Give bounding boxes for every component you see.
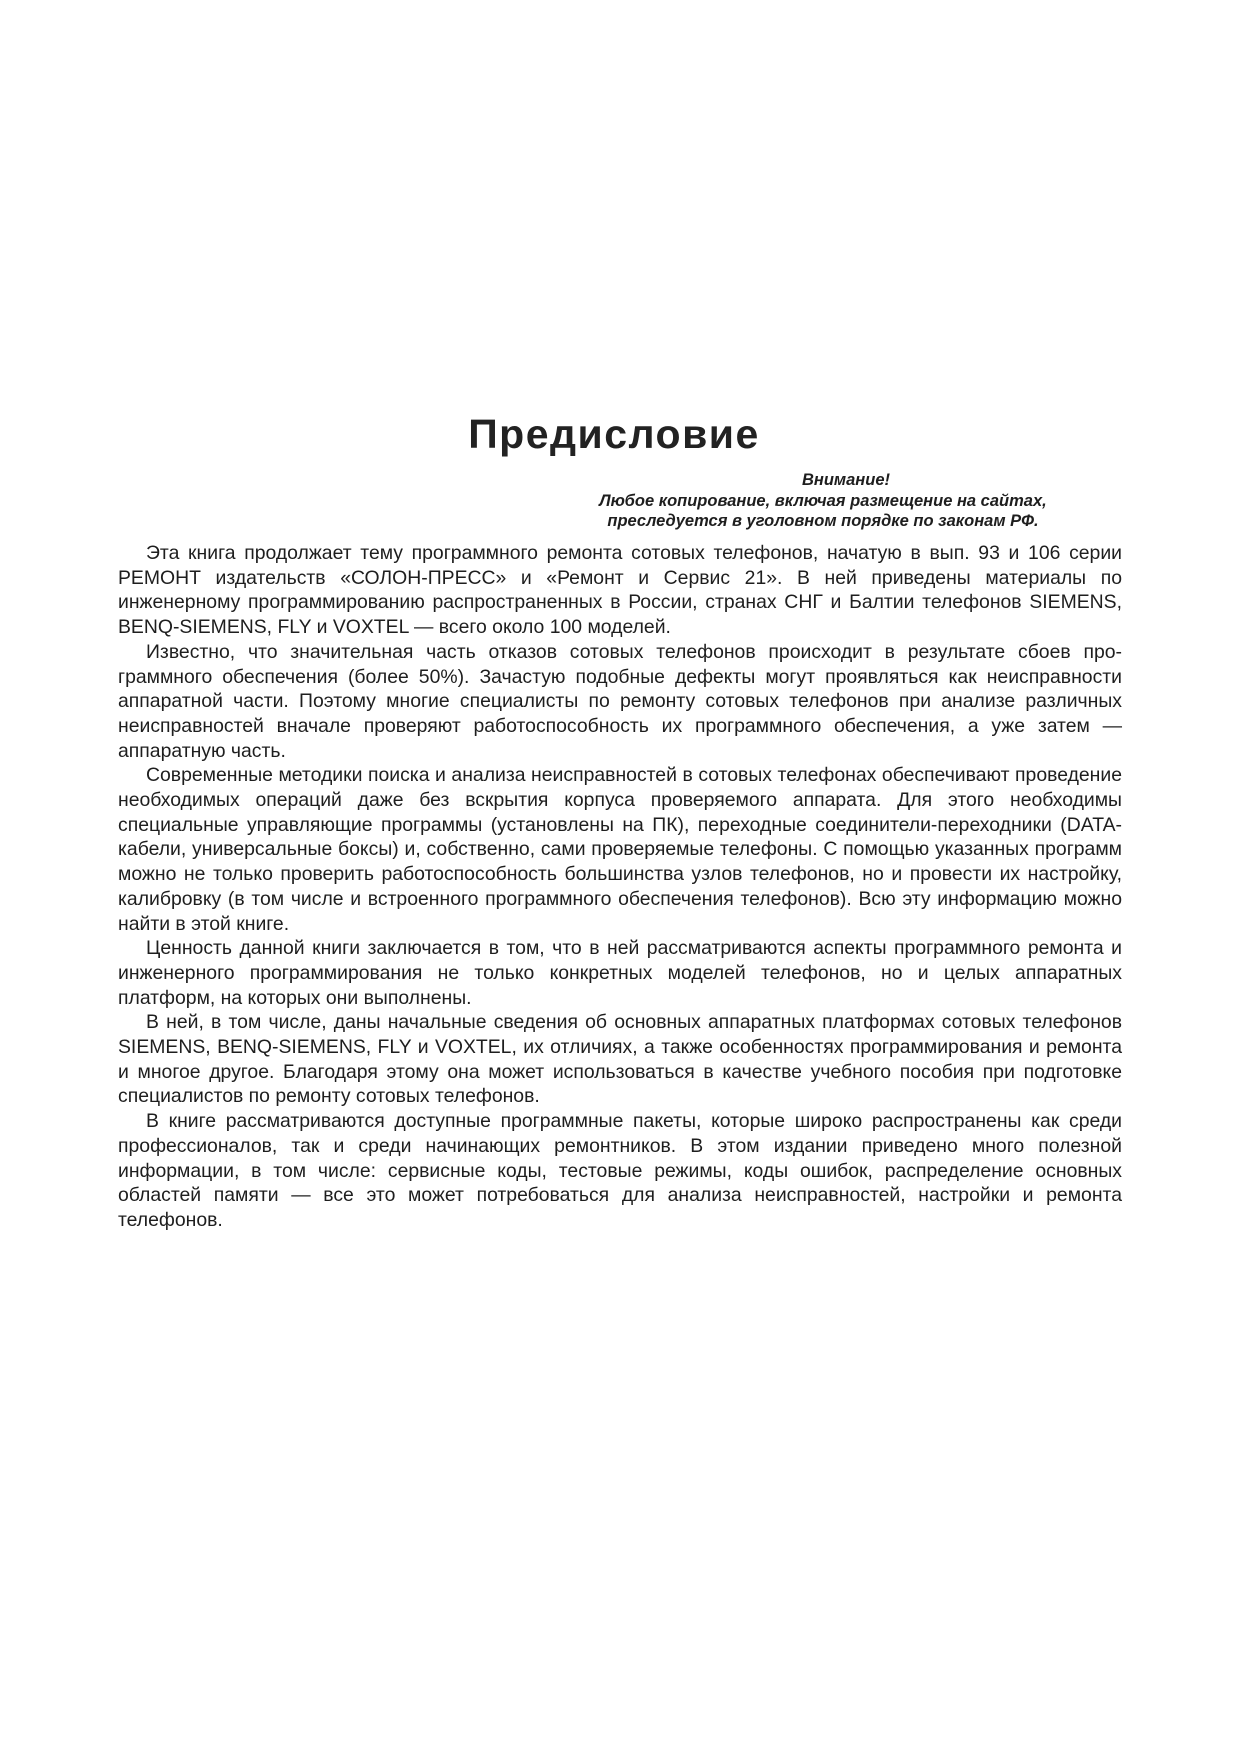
copyright-notice	[543, 470, 1103, 532]
paragraph-1: Эта книга продолжает тему программного ремонта сотовых телефонов, начатую в вып. 93 и 106 серии РЕМОНТ издательств «СОЛОН-ПРЕСС» и «Ремонт и Сервис 21». В ней приведены материалы по инженерному программированию распространенных в России, странах СНГ и Балтии телефонов SIEMENS, BENQ-SIEMENS, FLY и VOXTEL — всего около 100 моделей.	[118, 542, 1122, 639]
page-title: Предисловие	[468, 411, 760, 457]
notice-line-2: преследуется в уголовном порядке по законам РФ.	[607, 512, 1039, 530]
paragraph-2: Известно, что значительная часть отказов сотовых телефонов происходит в результате сбоев программного обеспечения (более 50%). Зачастую подобные дефекты могут проявляться как неисправности аппаратной части. Поэтому многие специалисты по ремонту сотовых телефонов при анализе различных неисправностей вначале проверяют работоспособность их программного обеспечения, а уже затем — аппаратную часть.	[118, 640, 1122, 762]
body-text	[118, 541, 1122, 1233]
notice-line-1: Любое копирование, включая размещение на сайтах,	[599, 491, 1047, 510]
paragraph-3: Современные методики поиска и анализа неисправностей в сотовых телефонах обеспечивают проведение необходимых операций даже без вскрытия корпуса проверяемого аппарата. Для этого необходимы специальные управляющие программы (установлены на ПК), переходные соединители-переходники (DATA-кабели, универсальные боксы) и, собственно, сами проверяемые телефоны. С помощью указанных программ можно не только проверить работоспособность большинства узлов телефонов, но и провести их настройку, калибровку (в том числе и встроенного программного обеспечения телефонов). Всю эту информацию можно найти в этой книге.	[118, 764, 1122, 935]
notice-attention: Внимание!	[801, 471, 891, 489]
paragraph-5: В ней, в том числе, даны начальные сведения об основных аппаратных платформах сотовых телефонов SIEMENS, BENQ-SIEMENS, FLY и VOXTEL, их отличиях, а также особенностях программирования и ремонта и многое другое. Благодаря этому она может использоваться в качестве учебного пособия при подготовке специалистов по ремонту сотовых телефонов.	[118, 1011, 1122, 1108]
paragraph-6: В книге рассматриваются доступные программные пакеты, которые широко распространены как среди профессионалов, так и среди начинающих ремонтников. В этом издании приведено много полезной информации, в том числе: сервисные коды, тестовые режимы, коды ошибок, распределение основных областей памяти — все это может потребоваться для анализа неисправностей, настройки и ремонта телефонов.	[118, 1110, 1122, 1231]
paragraph-4: Ценность данной книги заключается в том, что в ней рассматриваются аспекты программного ремонта и инженерного программирования не только конкретных моделей телефонов, но и целых аппаратных платформ, на которых они выполнены.	[118, 937, 1122, 1009]
